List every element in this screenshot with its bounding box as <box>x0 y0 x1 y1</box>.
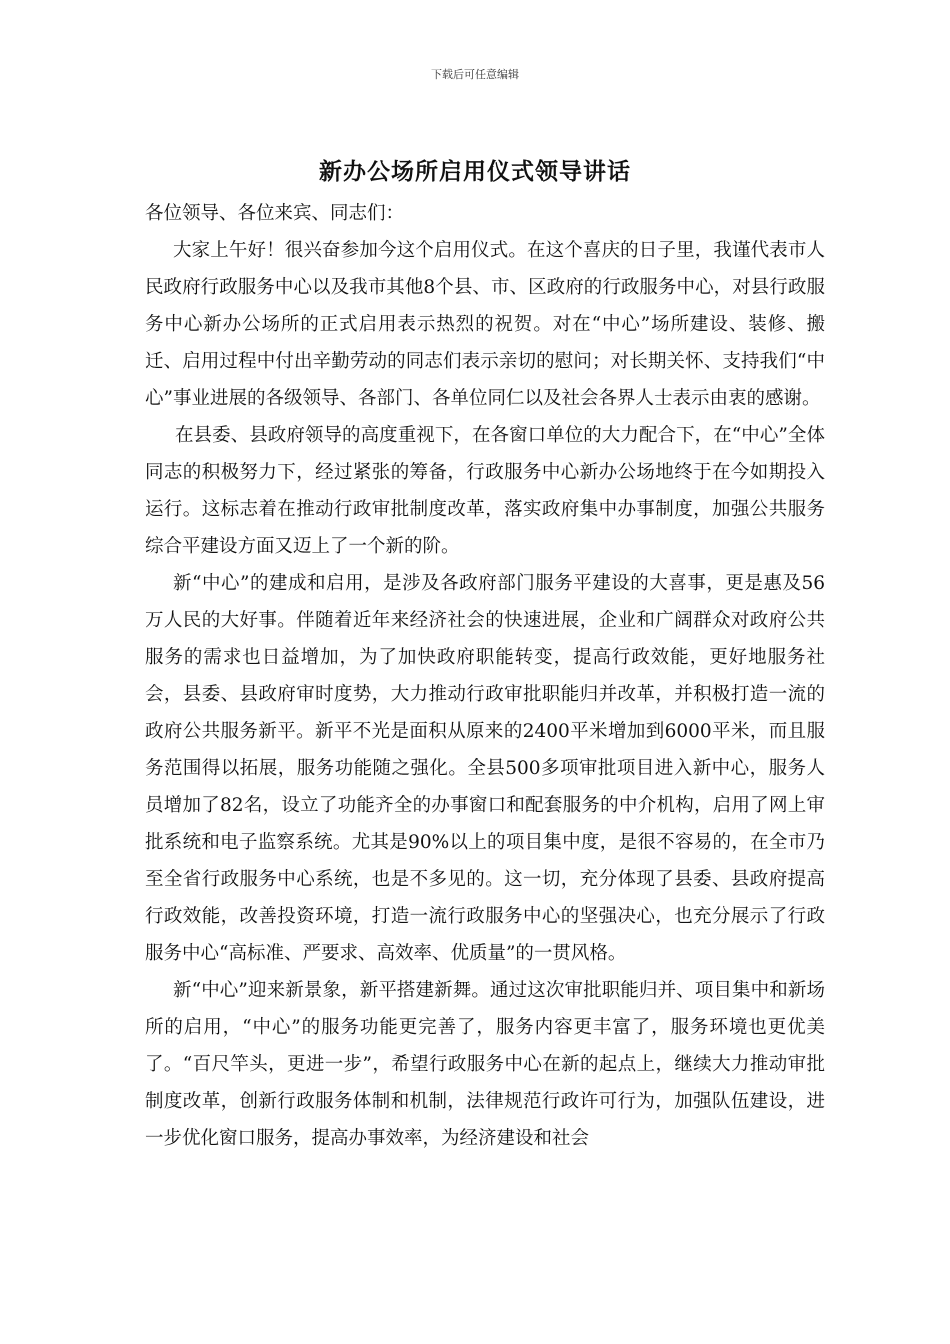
paragraph-3: 新“中心”的建成和启用，是涉及各政府部门服务平建设的大喜事，更是惠及56万人民的大好事。伴随着近年来经济社会的快速进展，企业和广阔群众对政府公共服务的需求也日益增加，为了加快政府职能转变，提高行政效能，更好地服务社会，县委、县政府审时度势，大力推动行政审批职能归并改革，并积极打造一流的政府公共服务新平。新平不光是面积从原来的2400平米增加到6000平米，而且服务范围得以拓展，服务功能随之强化。全县500多项审批项目进入新中心，服务人员增加了82名，设立了功能齐全的办事窗口和配套服务的中介机构，启用了网上审批系统和电子监察系统。尤其是90%以上的项目集中度，是很不容易的，在全市乃至全省行政服务中心系统，也是不多见的。这一切，充分体现了县委、县政府提高行政效能，改善投资环境，打造一流行政服务中心的坚强决心，也充分展示了行政服务中心“高标准、严要求、高效率、优质量”的一贯风格。 <box>145 573 825 964</box>
paragraph-1: 大家上午好！很兴奋参加今这个启用仪式。在这个喜庆的日子里，我谨代表市人民政府行政服务中心以及我市其他8个县、市、区政府的行政服务中心，对县行政服务中心新办公场所的正式启用表示热烈的祝贺。对在“中心”场所建设、装修、搬迁、启用过程中付出辛勤劳动的同志们表示亲切的慰问；对长期关怀、支持我们“中心”事业进展的各级领导、各部门、各单位同仁以及社会各界人士表示由衷的感谢。 <box>145 240 825 409</box>
document-title: 新办公场所启用仪式领导讲话 <box>319 159 631 185</box>
salutation: 各位领导、各位来宾、同志们： <box>145 203 405 224</box>
paragraph-2: 在县委、县政府领导的高度重视下，在各窗口单位的大力配合下，在“中心”全体同志的积极努力下，经过紧张的筹备，行政服务中心新办公场地终于在今如期投入运行。这标志着在推动行政审批制度改革，落实政府集中办事制度，加强公共服务综合平建设方面又迈上了一个新的阶。 <box>145 425 825 557</box>
paragraph-4: 新“中心”迎来新景象，新平搭建新舞。通过这次审批职能归并、项目集中和新场所的启用，“中心”的服务功能更完善了，服务内容更丰富了，服务环境也更优美了。“百尺竿头，更进一步”，希望行政服务中心在新的起点上，继续大力推动审批制度改革，创新行政服务体制和机制，法律规范行政许可行为，加强队伍建设，进一步优化窗口服务，提高办事效率，为经济建设和社会 <box>145 980 825 1149</box>
header-note: 下载后可任意编辑 <box>431 68 519 81</box>
document-body <box>145 195 825 1157</box>
